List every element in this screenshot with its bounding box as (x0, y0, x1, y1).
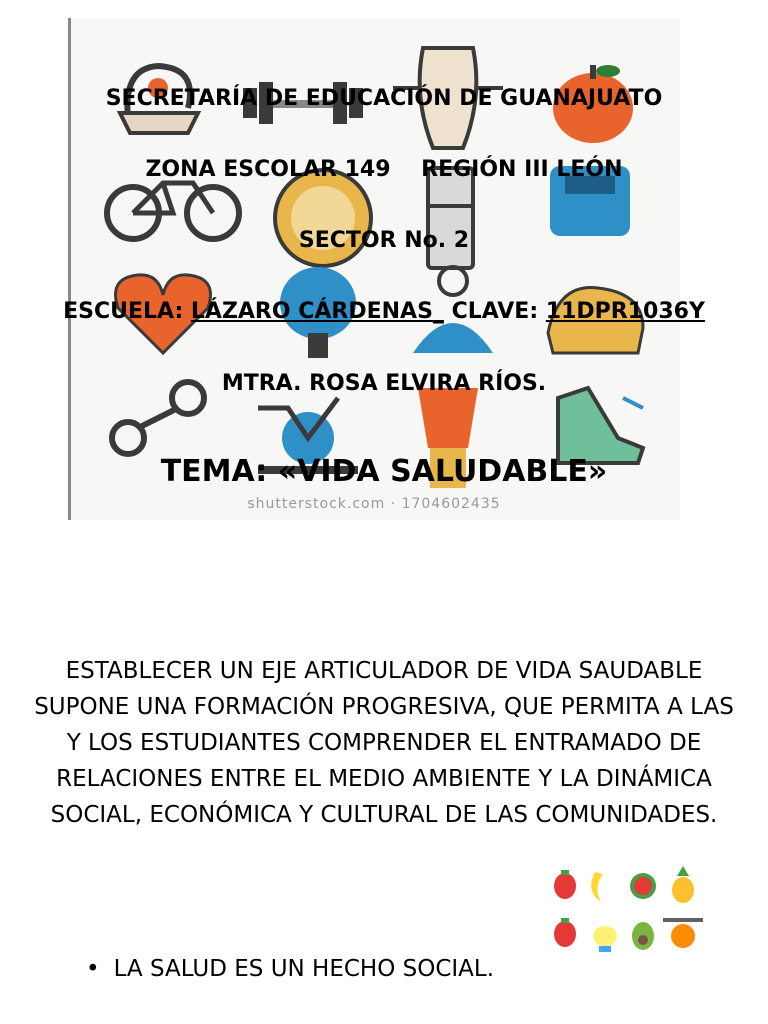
key-label: CLAVE: (443, 299, 546, 324)
ministry-line: SECRETARÍA DE EDUCACIÓN DE GUANAJUATO (105, 86, 663, 111)
sneaker-icon (558, 388, 643, 463)
body-paragraph: ESTABLECER UN EJE ARTICULADOR DE VIDA SAUDABLE SUPONE UNA FORMACIÓN PROGRESIVA, QUE PERMITA A LAS Y LOS ESTUDIANTES COMPRENDER EL ENTRAMADO DE RELACIONES ENTRE EL MEDIO AMBIENTE Y LA DINÁMICA SOCIAL, ECONÓMICA Y CULTURAL DE LAS COMUNIDADES. (34, 658, 734, 828)
banana-character-icon (591, 872, 603, 902)
watermelon-character-icon (630, 873, 656, 899)
topic-title: TEMA: «VIDA SALUDABLE» (160, 454, 608, 489)
school-key: 11DPR1036Y (545, 299, 705, 324)
strawberry-character-icon (554, 870, 576, 899)
orange-character-icon (663, 918, 703, 948)
sector-line: SECTOR No. 2 (298, 228, 470, 253)
pineapple-character-icon (672, 866, 694, 903)
school-label: ESCUELA: (63, 299, 191, 324)
fridge-icon (428, 168, 473, 268)
strawberry-character-icon (554, 918, 576, 947)
teacher-line: MTRA. ROSA ELVIRA RÍOS. (221, 371, 547, 396)
avocado-character-icon (632, 922, 654, 950)
watermark-text: shutterstock.com · 1704602435 (247, 496, 501, 512)
bullet-icon: • (86, 956, 100, 982)
school-name: LÁZARO CÁRDENAS_ (190, 299, 444, 324)
bullet-text: LA SALUD ES UN HECHO SOCIAL. (113, 956, 495, 982)
lemon-character-icon (593, 926, 617, 952)
zone-region-line: ZONA ESCOLAR 149 REGIÓN III LEÓN (145, 157, 623, 182)
fruit-characters-illustration (545, 866, 715, 962)
bullet-item (86, 956, 494, 982)
school-line (0, 299, 768, 324)
